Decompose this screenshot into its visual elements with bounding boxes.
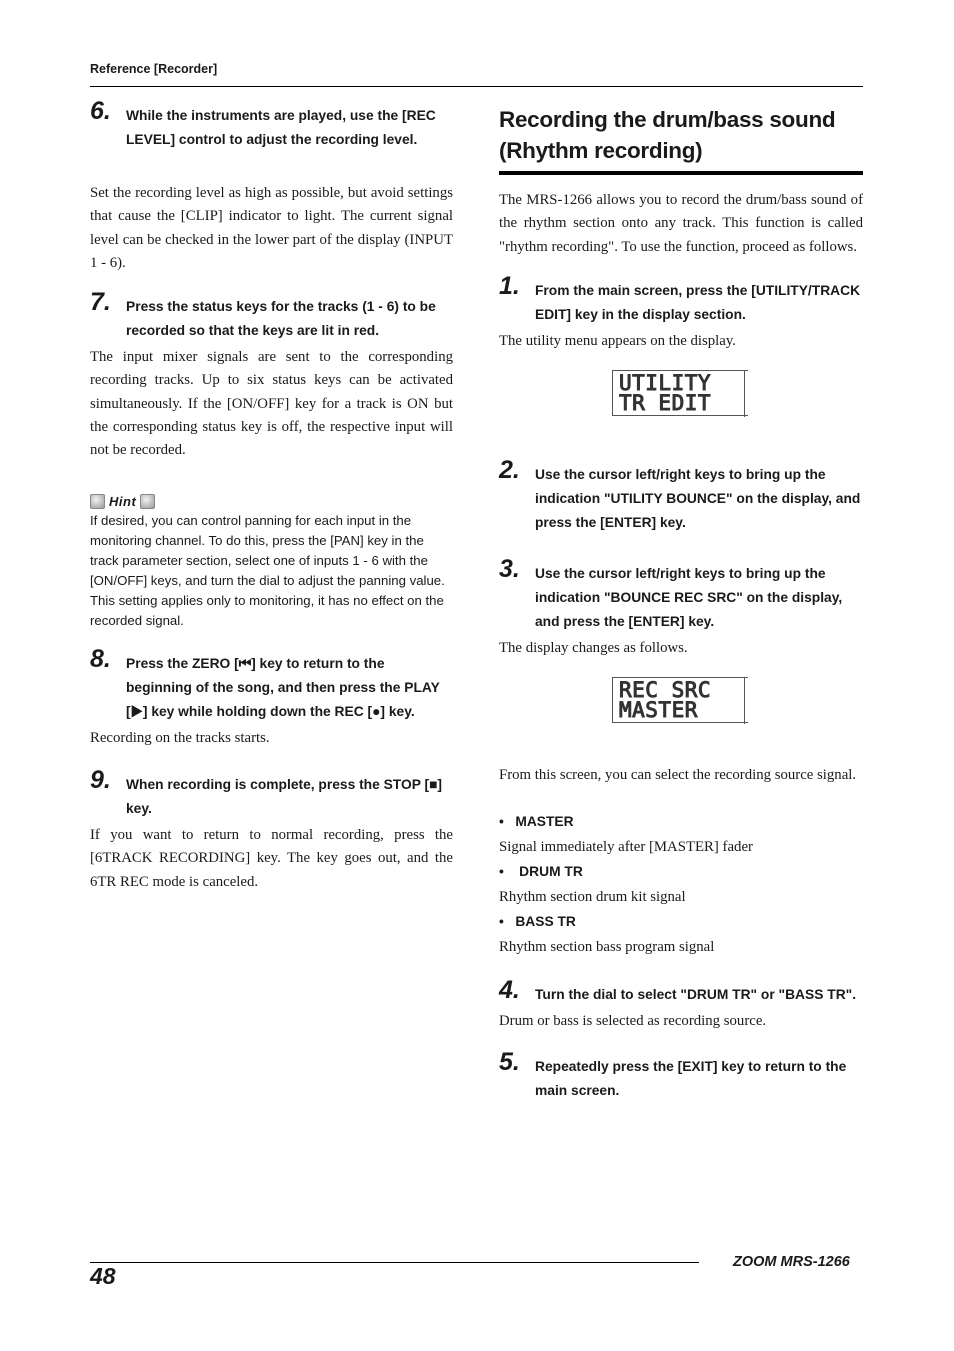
lcd-line: TR EDIT	[619, 391, 712, 416]
step-text: From the main screen, press the [UTILITY/TRACK EDIT] key in the display section.	[535, 282, 861, 322]
lcd-text	[619, 678, 712, 723]
step-number: 3.	[499, 555, 520, 584]
step-text: Use the cursor left/right keys to bring up the indication "UTILITY BOUNCE" on the display, and press the [ENTER] key.	[535, 467, 861, 531]
title-line: (Rhythm recording)	[499, 138, 703, 163]
lcd-line: UTILITY	[619, 371, 712, 396]
step-text: Press the ZERO [⏮] key to return to the beginning of the song, and then press the PLAY [▶] key while holding down the REC [●] key.	[126, 655, 440, 719]
step-number: 8.	[90, 644, 111, 673]
title-line: Recording the drum/bass sound	[499, 107, 836, 132]
lcd-area	[499, 353, 863, 463]
paragraph: The utility menu appears on the display.	[499, 332, 736, 349]
hint-icon	[90, 494, 105, 509]
hint-icon	[140, 494, 155, 509]
option-desc: Rhythm section drum kit signal	[499, 888, 686, 905]
paragraph: From this screen, you can select the recording source signal.	[499, 767, 857, 784]
header-rule	[90, 86, 863, 87]
hint-header	[90, 493, 453, 511]
step-number: 2.	[499, 456, 520, 485]
running-header: Reference [Recorder]	[90, 62, 218, 76]
page-number: 48	[90, 1263, 116, 1289]
step-5	[499, 1048, 863, 1103]
source-options	[499, 811, 863, 961]
option-name: • MASTER	[499, 813, 574, 829]
step-text: Turn the dial to select "DRUM TR" or "BASS TR".	[535, 986, 857, 1002]
step-number: 9.	[90, 765, 111, 794]
paragraph: The display changes as follows.	[499, 640, 688, 657]
step-text: Repeatedly press the [EXIT] key to return to the main screen.	[535, 1059, 847, 1099]
footer-rule	[90, 1262, 699, 1263]
step-text: Press the status keys for the tracks (1 - 6) to be recorded so that the keys are lit in red.	[126, 299, 436, 339]
step-number: 6.	[90, 97, 111, 125]
left-column	[90, 97, 453, 894]
right-column	[499, 104, 863, 1103]
step-7	[90, 288, 453, 343]
paragraph: If you want to return to normal recording, press the [6TRACK RECORDING] key. The key goes out, and the 6TR REC mode is canceled.	[90, 826, 453, 890]
step-number: 5.	[499, 1048, 520, 1077]
lcd-text	[619, 371, 712, 416]
paragraph: Drum or bass is selected as recording source.	[499, 1012, 767, 1029]
paragraph: Recording on the tracks starts.	[90, 729, 270, 746]
lcd-line: REC SRC	[619, 678, 712, 703]
paragraph: Set the recording level as high as possible, but avoid settings that cause the [CLIP] indicator to light. The current signal level can be checked in the lower part of the display (INPUT 1 - 6).	[90, 185, 453, 271]
lcd-display	[612, 370, 748, 416]
option-name: • DRUM TR	[499, 863, 583, 879]
paragraph: The input mixer signals are sent to the corresponding recording tracks. Up to six status keys can be activated simultaneously. If the [ON/OFF] key for a track is ON but the corresponding status key is off, the respective input will not be recorded.	[90, 349, 453, 459]
hint-text: If desired, you can control panning for each input in the monitoring channel. To do this, press the [PAN] key in the track parameter section, select one of inputs 1 - 6 with the [ON/OFF] keys, and turn the dial to adjust the panning value. This setting applies only to monitoring, it has no effect on the recorded signal.	[90, 512, 445, 628]
step-3	[499, 555, 863, 634]
paragraph: The MRS-1266 allows you to record the drum/bass sound of the rhythm section onto any track. This function is called "rhythm recording". To use the function, proceed as follows.	[499, 192, 863, 255]
lcd-edge	[744, 371, 748, 417]
step-8	[90, 644, 453, 724]
brand-name: ZOOM MRS-1266	[733, 1254, 850, 1270]
step-4	[499, 975, 863, 1007]
step-1	[499, 271, 863, 327]
lcd-edge	[744, 678, 748, 724]
step-text: While the instruments are played, use the [REC LEVEL] control to adjust the recording level.	[126, 108, 436, 147]
option-desc: Rhythm section bass program signal	[499, 938, 715, 955]
step-number: 1.	[499, 271, 520, 300]
step-text: Use the cursor left/right keys to bring up the indication "BOUNCE REC SRC" on the display, and press the [ENTER] key.	[535, 566, 843, 630]
option-name: • BASS TR	[499, 913, 576, 929]
step-9	[90, 765, 453, 821]
section-title	[499, 104, 863, 166]
hint-label: Hint	[109, 494, 137, 510]
option-desc: Signal immediately after [MASTER] fader	[499, 838, 753, 855]
step-number: 4.	[499, 975, 520, 1004]
lcd-area	[499, 660, 863, 764]
lcd-line: MASTER	[619, 698, 698, 723]
lcd-display	[612, 677, 748, 723]
step-6	[90, 97, 453, 152]
step-number: 7.	[90, 288, 111, 317]
step-text: When recording is complete, press the STOP [■] key.	[126, 776, 443, 816]
step-2	[499, 456, 863, 535]
